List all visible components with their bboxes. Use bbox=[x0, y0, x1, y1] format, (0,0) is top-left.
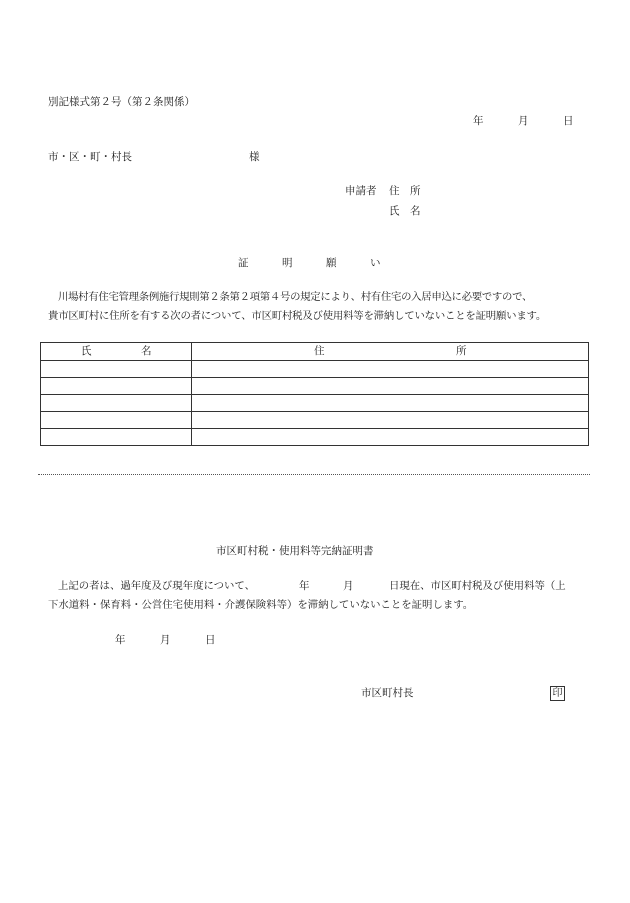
certificate-title: 市区町村税・使用料等完納証明書 bbox=[216, 545, 374, 557]
address-cell[interactable] bbox=[192, 395, 589, 412]
name-cell[interactable] bbox=[41, 378, 192, 395]
table-row bbox=[41, 395, 589, 412]
certificate-issuer: 市区町村長 bbox=[361, 687, 414, 699]
name-cell[interactable] bbox=[41, 395, 192, 412]
request-title-char: 証 bbox=[238, 257, 249, 269]
date-day-label: 日 bbox=[563, 115, 574, 127]
name-header bbox=[41, 343, 192, 361]
request-body-line2: 貴市区町村に住所を有する次の者について、市区町村税及び使用料等を滞納していないことを証明願います。 bbox=[48, 310, 547, 322]
address-cell[interactable] bbox=[192, 378, 589, 395]
request-title-char: 明 bbox=[282, 257, 293, 269]
table-header-row bbox=[41, 343, 589, 361]
certificate-date-year: 年 bbox=[115, 634, 126, 646]
certificate-body-part-b: 日現在、市区町村税及び使用料等（上 bbox=[389, 580, 566, 592]
table-row bbox=[41, 412, 589, 429]
applicant-label: 申請者 bbox=[345, 185, 377, 197]
name-cell[interactable] bbox=[41, 429, 192, 446]
certificate-month-label: 月 bbox=[343, 580, 354, 592]
certificate-body-part-a: 上記の者は、過年度及び現年度について、 bbox=[58, 580, 256, 592]
certificate-date-day: 日 bbox=[205, 634, 216, 646]
applicant-name-label: 氏 名 bbox=[389, 205, 421, 217]
request-body-line1: 川場村有住宅管理条例施行規則第２条第２項第４号の規定により、村有住宅の入居申込に必要ですので、 bbox=[58, 291, 533, 303]
table-row bbox=[41, 378, 589, 395]
date-year-label: 年 bbox=[473, 115, 484, 127]
request-title-char: 願 bbox=[326, 257, 337, 269]
form-number: 別記様式第２号（第２条関係） bbox=[48, 96, 195, 108]
name-header-char: 名 bbox=[141, 345, 152, 357]
date-month-label: 月 bbox=[518, 115, 529, 127]
applicant-table bbox=[40, 342, 589, 446]
address-cell[interactable] bbox=[192, 412, 589, 429]
certificate-body-line2: 下水道料・保育料・公営住宅使用料・介護保険料等）を滞納していないことを証明します。 bbox=[48, 599, 474, 611]
certificate-date-month: 月 bbox=[160, 634, 171, 646]
address-cell[interactable] bbox=[192, 429, 589, 446]
name-header-char: 氏 bbox=[81, 345, 92, 357]
name-cell[interactable] bbox=[41, 361, 192, 378]
cut-line-divider bbox=[38, 474, 590, 475]
name-cell[interactable] bbox=[41, 412, 192, 429]
applicant-address-label: 住 所 bbox=[389, 185, 421, 197]
address-header-char: 住 bbox=[314, 345, 325, 357]
table-row bbox=[41, 361, 589, 378]
address-header-char: 所 bbox=[456, 345, 467, 357]
table-row bbox=[41, 429, 589, 446]
addressee-honorific: 様 bbox=[249, 151, 260, 163]
request-title-char: い bbox=[370, 257, 381, 269]
addressee-title: 市・区・町・村長 bbox=[48, 151, 132, 163]
certificate-year-label: 年 bbox=[299, 580, 310, 592]
seal-stamp: 印 bbox=[550, 686, 565, 701]
address-cell[interactable] bbox=[192, 361, 589, 378]
address-header bbox=[192, 343, 589, 361]
